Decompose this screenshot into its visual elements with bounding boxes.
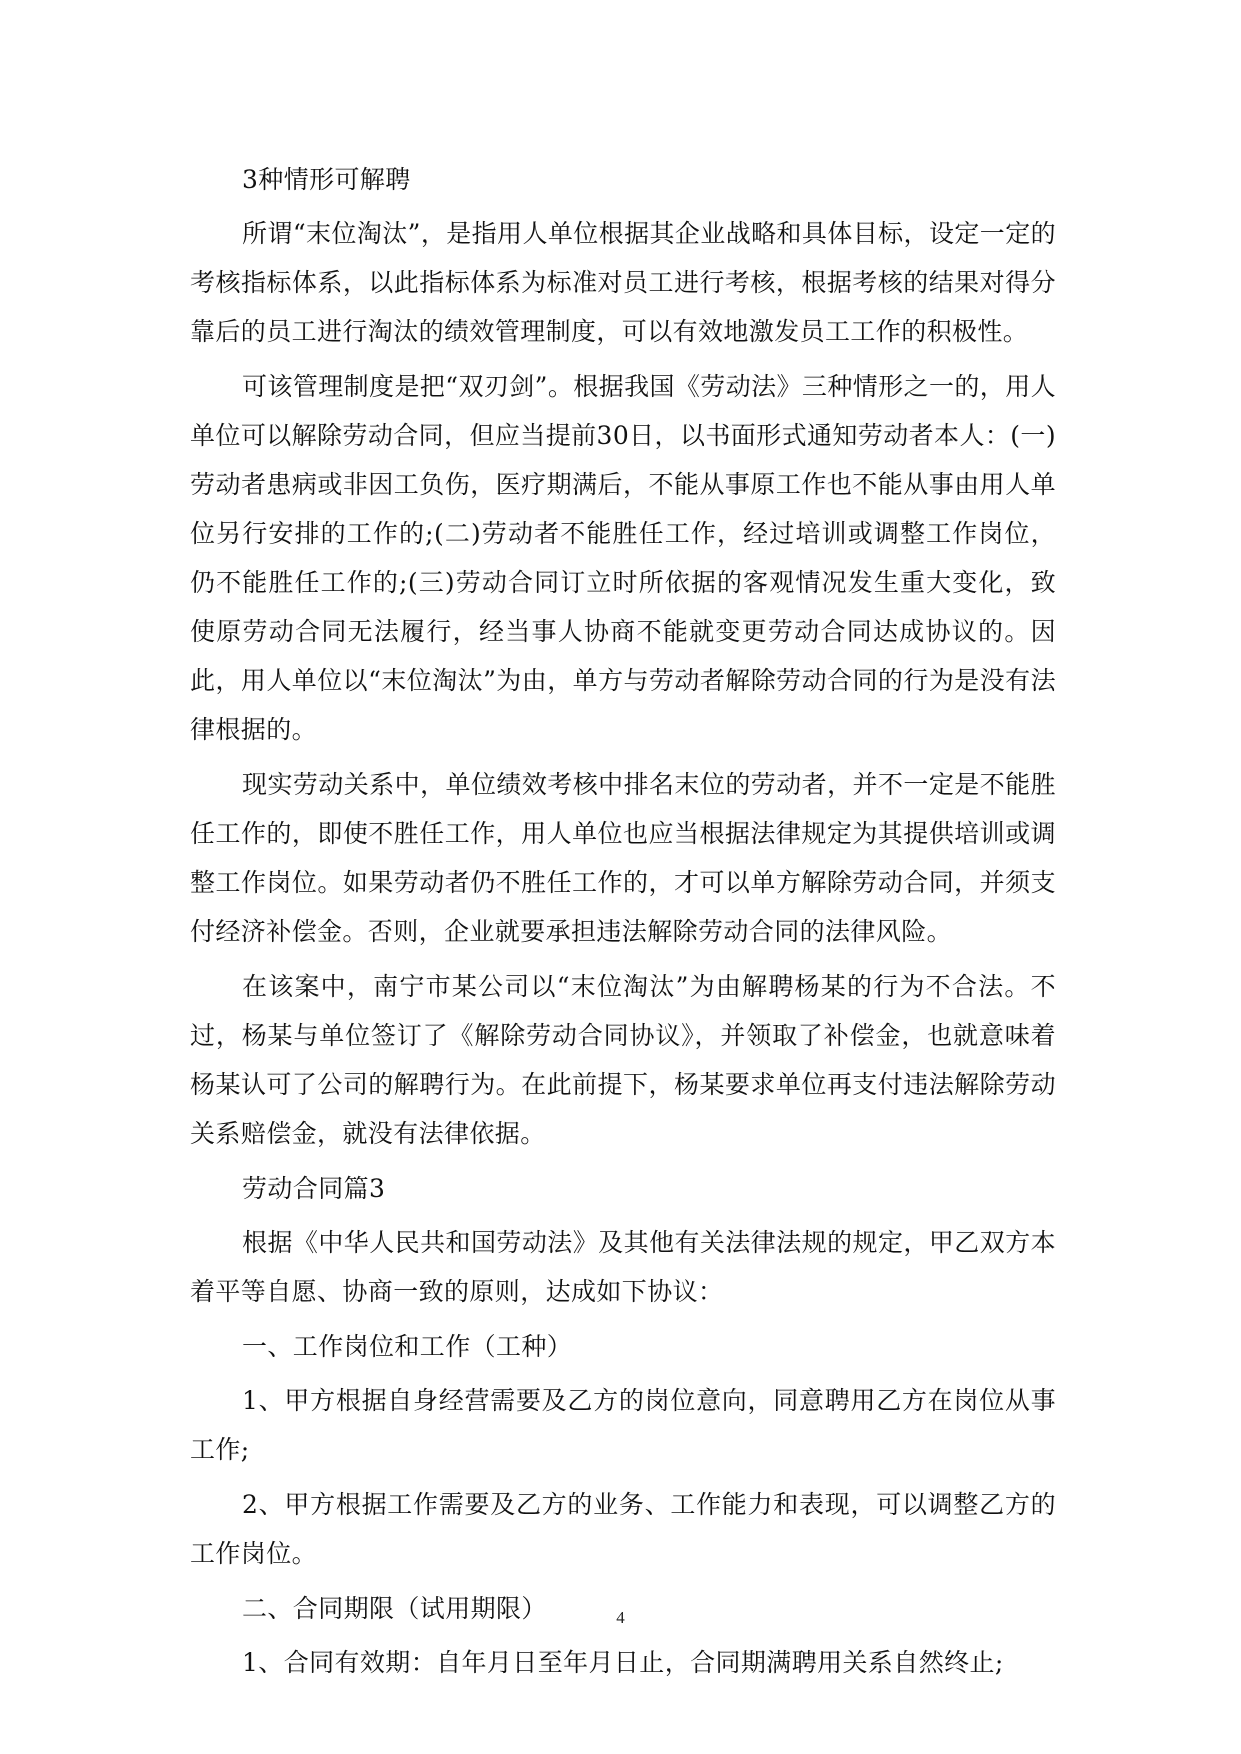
paragraph: 现实劳动关系中，单位绩效考核中排名末位的劳动者，并不一定是不能胜任工作的，即使不胜任工作，用人单位也应当根据法律规定为其提供培训或调整工作岗位。如果劳动者仍不胜任工作的，才可以单方解除劳动合同，并须支付经济补偿金。否则，企业就要承担违法解除劳动合同的法律风险。 (190, 770, 1056, 946)
clause-item: 1、合同有效期：自年月日至年月日止，合同期满聘用关系自然终止; (242, 1648, 1004, 1677)
paragraph: 在该案中，南宁市某公司以“末位淘汰”为由解聘杨某的行为不合法。不过，杨某与单位签订了《解除劳动合同协议》，并领取了补偿金，也就意味着杨某认可了公司的解聘行为。在此前提下，杨某要求单位再支付违法解除劳动关系赔偿金，就没有法律依据。 (190, 972, 1056, 1148)
clause-heading: 二、合同期限（试用期限） (242, 1594, 547, 1623)
paragraph: 根据《中华人民共和国劳动法》及其他有关法律法规的规定，甲乙双方本着平等自愿、协商一致的原则，达成如下协议： (190, 1228, 1056, 1306)
paragraph: 所谓“末位淘汰”，是指用人单位根据其企业战略和具体目标，设定一定的考核指标体系，以此指标体系为标准对员工进行考核，根据考核的结果对得分靠后的员工进行淘汰的绩效管理制度，可以有效地激发员工工作的积极性。 (190, 219, 1056, 346)
page-number: 4 (616, 1608, 625, 1627)
section-heading: 劳动合同篇3 (242, 1174, 386, 1203)
section-heading: 3种情形可解聘 (242, 165, 411, 194)
clause-item: 1、甲方根据自身经营需要及乙方的岗位意向，同意聘用乙方在岗位从事工作; (190, 1386, 1056, 1464)
clause-item: 2、甲方根据工作需要及乙方的业务、工作能力和表现，可以调整乙方的工作岗位。 (190, 1490, 1056, 1568)
document-body (190, 155, 1056, 1693)
paragraph: 可该管理制度是把“双刃剑”。根据我国《劳动法》三种情形之一的，用人单位可以解除劳动合同，但应当提前30日，以书面形式通知劳动者本人：(一)劳动者患病或非因工负伤，医疗期满后，不能从事原工作也不能从事由用人单位另行安排的工作的;(二)劳动者不能胜任工作，经过培训或调整工作岗位，仍不能胜任工作的;(三)劳动合同订立时所依据的客观情况发生重大变化，致使原劳动合同无法履行，经当事人协商不能就变更劳动合同达成协议的。因此，用人单位以“末位淘汰”为由，单方与劳动者解除劳动合同的行为是没有法律根据的。 (190, 372, 1056, 744)
clause-heading: 一、工作岗位和工作（工种） (242, 1332, 573, 1361)
